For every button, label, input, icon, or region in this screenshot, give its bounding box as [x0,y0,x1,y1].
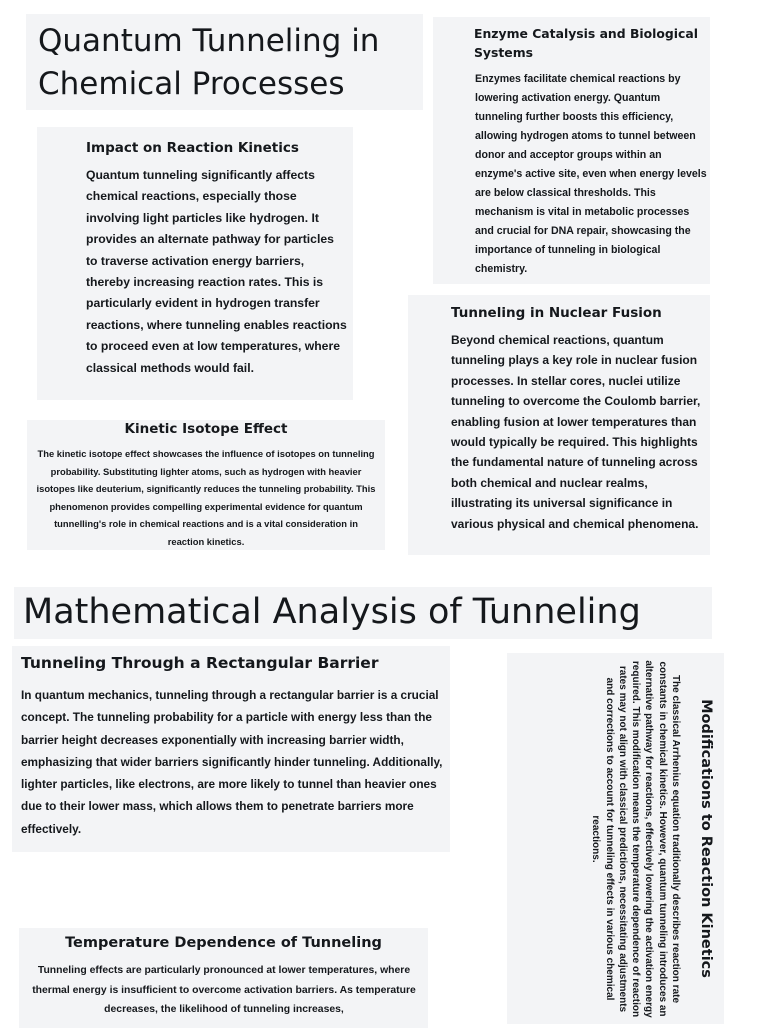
page-title: Quantum Tunneling in Chemical Processes [38,23,380,102]
kinetic-isotope-body: The kinetic isotope effect showcases the influence of isotopes on tunneling probability. Substituting lighter atoms, such as hydrogen with heavier isotopes like deuterium, significantly reduces the tunneling probability. This phenomenon provides compelling experimental evidence for quantum tunnelling's role in chemical reactions and is a vital consideration in reaction kinetics. [36,448,376,547]
rotated-content [507,653,724,1024]
rectangular-barrier-box [12,646,450,852]
card-body: Quantum tunneling significantly affects chemical reactions, especially those involving light particles like hydrogen. It provides an alternate pathway for particles to traverse activation energy barriers, thereby increasing reaction rates. This is particularly evident in hydrogen transfer reactions, where tunneling enables reactions to proceed even at low temperatures, where classical methods would fail. [86,168,347,375]
card-body: Enzymes facilitate chemical reactions by lowering activation energy. Quantum tunneling further boosts this efficiency, allowing hydrogen atoms to tunnel between donor and acceptor groups within an enzyme's active site, even when energy levels are below classical thresholds. This mechanism is vital in metabolic processes and crucial for DNA repair, showcasing the importance of tunneling in biological chemistry. [475,73,707,275]
kinetic-isotope-heading: Kinetic Isotope Effect [124,421,288,437]
section-title-box [14,587,712,639]
kinetic-isotope-box [27,420,385,550]
card-heading: Impact on Reaction Kinetics [86,140,299,156]
section-title: Mathematical Analysis of Tunneling [23,592,641,632]
page-title-box [26,14,423,110]
card-heading: Tunneling in Nuclear Fusion [451,305,662,321]
temperature-heading: Temperature Dependence of Tunneling [65,935,382,951]
rectangular-barrier-heading: Tunneling Through a Rectangular Barrier [21,654,379,672]
card-body: Beyond chemical reactions, quantum tunneling plays a key role in nuclear fusion processes. In stellar cores, nuclei utilize tunneling to overcome the Coulomb barrier, enabling fusion at lower temperatures than would typically be required. This highlights the fundamental nature of tunneling across both chemical and nuclear realms, illustrating its universal significance in various physical and chemical phenomena. [451,333,701,531]
temperature-body: Tunneling effects are particularly pronounced at lower temperatures, where thermal energy is insufficient to overcome activation barriers. As temperature decreases, the likelihood of tunneling increases, [32,965,416,1016]
rectangular-barrier-body: In quantum mechanics, tunneling through a rectangular barrier is a crucial concept. The tunneling probability for a particle with energy less than the barrier height decreases exponentially with increasing barrier width, emphasizing that wider barriers significantly hinder tunneling. Additionally, lighter particles, like electrons, are more likely to tunnel than heavier ones due to their lower mass, which allows them to penetrate barriers more effectively. [21,688,443,836]
card-enzyme-catalysis [433,17,710,284]
modifications-body: The classical Arrhenius equation traditionally describes reaction rate constants in chemical kinetics. However, quantum tunneling introduces an alternative pathway for reactions, effectively lowering the activation energy required. This modification means the temperature dependence of reaction rates may not align with classical predictions, necessitating adjustments and corrections to account for tunneling effects in various chemical reactions. [590,660,681,1018]
temperature-box [19,928,428,1028]
modifications-box [507,653,724,1024]
card-nuclear-fusion [408,295,710,555]
card-heading: Enzyme Catalysis and Biological Systems [474,26,698,60]
card-reaction-kinetics [37,127,353,400]
modifications-heading: Modifications to Reaction Kinetics [698,699,714,978]
